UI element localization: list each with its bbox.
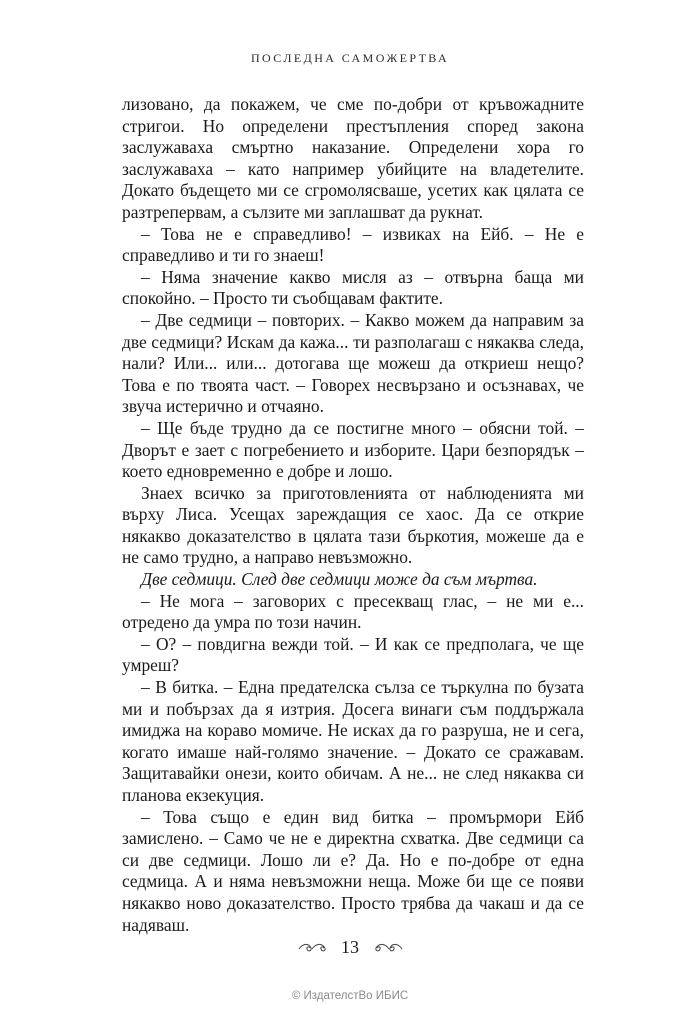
paragraph: – Това не е справедливо! – извиках на Ейб. – Не е справедливо и ти го знаеш! — [122, 223, 584, 266]
paragraph: Знаех всичко за приготовленията от наблюденията ми върху Лиса. Усещах зареждащия се хаос. Да се открие някакво доказателство в цялата тази бъркотия, можеше да е не само трудно, а направо невъзможно. — [122, 482, 584, 568]
right-ornament-icon — [374, 942, 404, 954]
paragraph: – О? – повдигна вежди той. – И как се предполага, че ще умреш? — [122, 633, 584, 676]
publisher-copyright: © ИздателстВо ИБИС — [291, 990, 409, 1002]
paragraph: лизовано, да покажем, че сме по-добри от кръвожадните стригои. Но определени престъпления според закона заслужаваха смъртно наказание. Определени хора го заслужаваха – като например убийците на владетелите. Докато бъдещето ми се сгромолясваше, усетих как цялата се разтрепервам, а сълзите ми заплашват да рукнат. — [122, 94, 584, 222]
paragraph: – Ще бъде трудно да се постигне много – обясни той. – Дворът е зает с погребението и изборите. Цари безпорядък – което едновременно е добре и лошо. — [122, 417, 584, 482]
paragraph-italic: Две седмици. След две седмици може да съм мъртва. — [141, 569, 538, 590]
paragraph: – В битка. – Една предателска сълза се търкулна по бузата ми и побързах да я изтрия. Досега винаги съм поддържала имиджа на кораво момиче. Не исках да го разруша, не и сега, когато имаше най-голямо значение. – Докато се сражавам. Защитавайки онези, които обичам. А не... не след някаква си планова екзекуция. — [122, 677, 584, 805]
paragraph: – Не мога – заговорих с пресекващ глас, – не ми е... отредено да умра по този начин. — [122, 590, 584, 633]
running-title: ПОСЛЕДНА САМОЖЕРТВА — [250, 51, 450, 65]
page-number: 13 — [341, 937, 359, 958]
left-ornament-icon — [297, 942, 327, 954]
paragraph: – Няма значение какво мисля аз – отвърна баща ми спокойно. – Просто ти съобщавам фактите. — [122, 266, 584, 309]
page-folio — [0, 936, 700, 958]
paragraph: – Две седмици – повторих. – Какво можем да направим за две седмици? Искам да кажа... ти разполагаш с някаква следа, нали? Или... или... дотогава ще можеш да откриеш нещо? Това е по твоята част. – Говорех несвързано и осъзнавах, че звуча истерично и отчаяно. — [122, 309, 584, 417]
body-text — [122, 94, 584, 936]
paragraph: – Това също е един вид битка – промърмори Ейб замислено. – Само че не е директна схватка. Две седмици са си две седмици. Лошо ли е? Да. Но е по-добре от една седмица. А и няма невъзможни неща. Може би ще се появи някакво ново доказателство. Просто трябва да чакаш и да се надяваш. — [122, 806, 584, 935]
